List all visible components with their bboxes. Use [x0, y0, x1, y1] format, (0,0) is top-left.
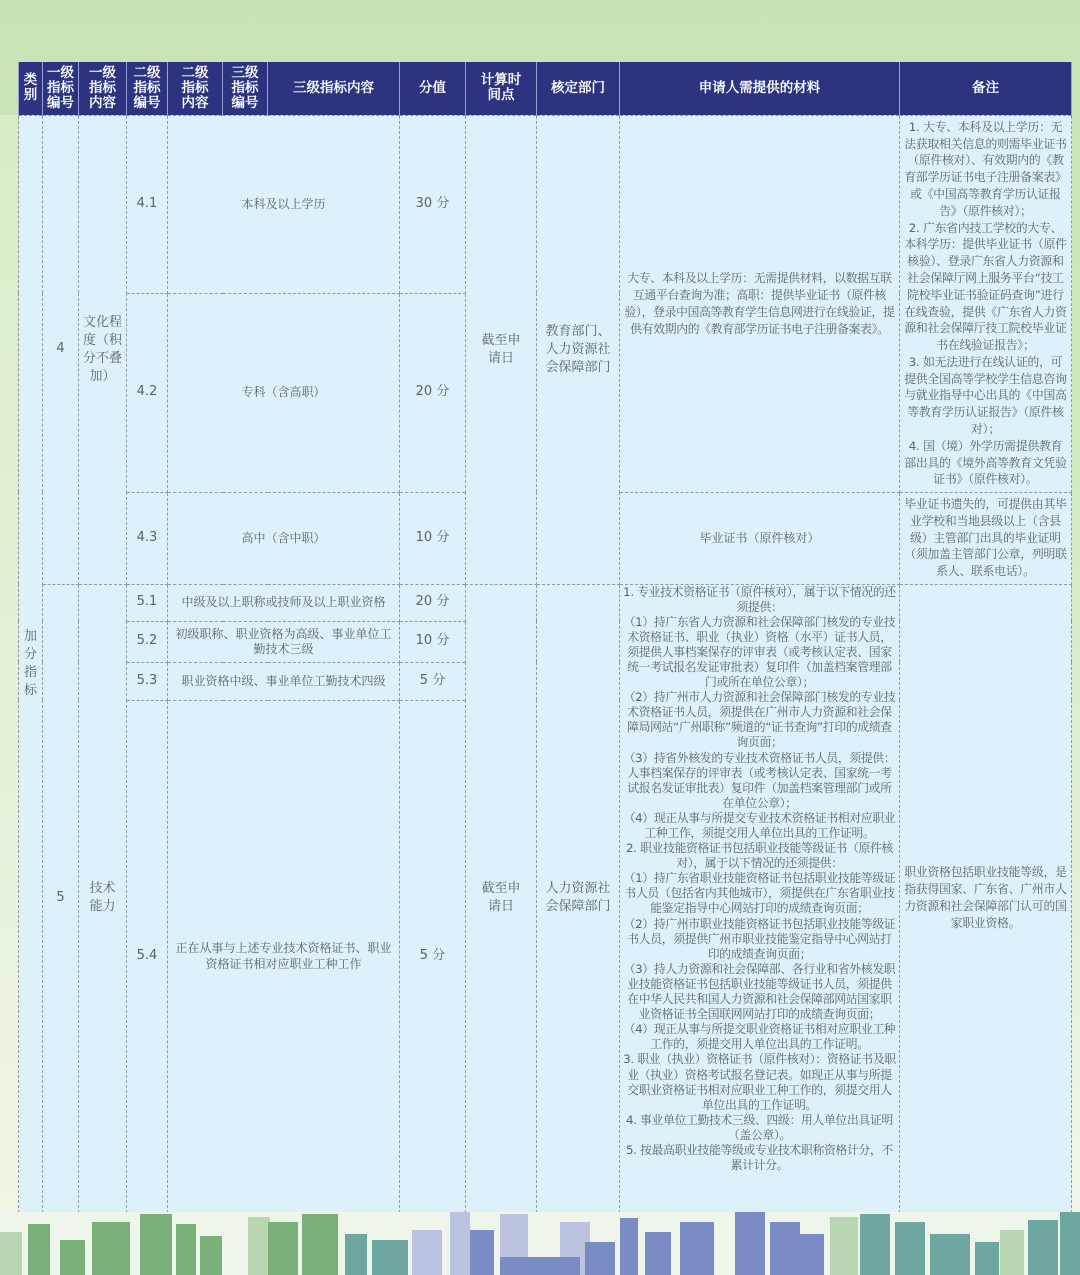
l2-code-cell: 4.2: [127, 293, 168, 492]
l2-code-cell: 4.3: [127, 492, 168, 584]
materials-cell: 大专、本科及以上学历：无需提供材料，以数据互联互通平台查询为准；高职：提供毕业证书（原件核验），登录中国高等教育学生信息网进行在线验证，提供有效期内的《教育部学历证书电子注册备案表》。: [620, 115, 900, 492]
materials-item: 5. 按最高职业技能等级或专业技术职称资格计分，不累计计分。: [625, 1142, 894, 1173]
l1-code-cell: 4: [43, 115, 79, 584]
header-l1-content: 一级指标内容: [79, 62, 127, 115]
remarks-cell: [900, 115, 1072, 492]
l2-code-cell: 5.2: [127, 621, 168, 662]
page-margin-decoration: [0, 115, 18, 1215]
l2-content-cell: 初级职称、职业资格为高级、事业单位工勤技术三级: [168, 621, 400, 662]
score-cell: 5 分: [400, 700, 466, 1212]
materials-item: 3. 职业（执业）资格证书（原件核对）：资格证书及职业（执业）资格考试报名登记表。如现正从事与所提交职业资格证书相对应职业工种工作的，须提交用人单位出具的工作证明。: [623, 1052, 896, 1112]
city-skyline-illustration: [0, 1212, 1080, 1275]
header-l3-code: 三级指标编号: [223, 62, 268, 115]
l1-content-cell: 技术能力: [79, 584, 127, 1212]
l2-content-cell: 高中（含中职）: [168, 492, 400, 584]
dept-cell: 人力资源社会保障部门: [537, 584, 620, 1212]
header-score: 分值: [400, 62, 466, 115]
header-calc-time: 计算时间点: [466, 62, 537, 115]
l2-content-cell: 专科（含高职）: [168, 293, 400, 492]
l1-code-cell: 5: [43, 584, 79, 1212]
table-row: [19, 584, 1072, 621]
table-row: [19, 115, 1072, 293]
remarks-item: 3. 如无法进行在线认证的，可提供全国高等学校学生信息咨询与就业指导中心出具的《中国高等教育学历认证报告》（原件核对）；: [904, 354, 1067, 437]
remarks-item: 1. 大专、本科及以上学历：无法获取相关信息的则需毕业证书（原件核对）、有效期内的《教育部学历证书电子注册备案表》或《中国高等教育学历认证报告》（原件核对）；: [904, 119, 1067, 218]
skyline-icon: [0, 1212, 1080, 1275]
l2-content-cell: 职业资格中级、事业单位工勤技术四级: [168, 662, 400, 700]
remarks-item: 2. 广东省内技工学校的大专、本科学历：提供毕业证书（原件核验）、登录广东省人力资源和社会保障厅网上服务平台“技工院校毕业证书验证码查询”进行在线查验，提供《广东省人力资源和社会保障厅技工院校毕业证书在线验证报告》；: [904, 220, 1067, 353]
l2-content-cell: 中级及以上职称或技师及以上职业资格: [168, 584, 400, 621]
remarks-item: 4. 国（境）外学历需提供教育部出具的《境外高等教育文凭验证书》（原件核对）。: [904, 438, 1067, 487]
header-dept: 核定部门: [537, 62, 620, 115]
materials-cell: [620, 584, 900, 1212]
header-l2-code: 二级指标编号: [127, 62, 168, 115]
materials-item: （1）持广东省职业技能资格证书包括职业技能等级证书人员（包括省内其他城市），须提供在广东省职业技能鉴定指导中心网站打印的成绩查询页面；: [623, 871, 896, 916]
l2-code-cell: 4.1: [127, 115, 168, 293]
header-remarks: 备注: [900, 62, 1072, 115]
remarks-cell: 职业资格包括职业技能等级，是指获得国家、广东省、广州市人力资源和社会保障部门认可的国家职业资格。: [900, 584, 1072, 1212]
l2-content-cell: 本科及以上学历: [168, 115, 400, 293]
materials-item: 2. 职业技能资格证书包括职业技能等级证书（原件核对），属于以下情况的还须提供：: [625, 841, 894, 871]
materials-item: （1）持广东省人力资源和社会保障部门核发的专业技术资格证书、职业（执业）资格（水平）证书人员，须提供人事档案保存的评审表（或考核认定表、国家统一考试报名发证审批表）复印件（加盖档案管理部门或所在单位公章）；: [623, 614, 896, 690]
header-l2-content: 二级指标内容: [168, 62, 223, 115]
materials-item: （3）持人力资源和社会保障部、各行业和省外核发职业技能资格证书包括职业技能等级证书人员，须提供在中华人民共和国人力资源和社会保障部网站国家职业资格证书全国联网网站打印的成绩查询页面；: [623, 961, 896, 1022]
materials-cell: 毕业证书（原件核对）: [620, 492, 900, 584]
header-l1-code: 一级指标编号: [43, 62, 79, 115]
score-cell: 20 分: [400, 293, 466, 492]
table-header-row: [19, 62, 1072, 115]
score-cell: 10 分: [400, 621, 466, 662]
points-indicator-table: [18, 62, 1072, 1213]
calc-time-cell: 截至申请日: [466, 115, 537, 584]
header-materials: 申请人需提供的材料: [620, 62, 900, 115]
header-l3-content: 三级指标内容: [268, 62, 400, 115]
materials-item: （2）持广州市人力资源和社会保障部门核发的专业技术资格证书人员，须提供在广州市人力资源和社会保障局网站“广州职称”频道的“证书查询”打印的成绩查询页面；: [623, 690, 896, 750]
l2-code-cell: 5.4: [127, 700, 168, 1212]
materials-item: 1. 专业技术资格证书（原件核对），属于以下情况的还须提供：: [623, 584, 896, 614]
materials-item: （4）现正从事与所提交职业资格证书相对应职业工种工作的，须提交用人单位出具的工作证明。: [623, 1022, 896, 1052]
materials-item: （2）持广州市职业技能资格证书包括职业技能等级证书人员，须提供广州市职业技能鉴定指导中心网站打印的成绩查询页面；: [623, 916, 896, 961]
calc-time-cell: 截至申请日: [466, 584, 537, 1212]
dept-cell: 教育部门、人力资源社会保障部门: [537, 115, 620, 584]
category-cell: 加分指标: [19, 115, 43, 1212]
l1-content-cell: 文化程度（积分不叠加）: [79, 115, 127, 584]
materials-item: 4. 事业单位工勤技术三级、四级：用人单位出具证明（盖公章）。: [625, 1112, 894, 1142]
l2-code-cell: 5.3: [127, 662, 168, 700]
header-category: 类别: [19, 62, 43, 115]
score-cell: 5 分: [400, 662, 466, 700]
l2-code-cell: 5.1: [127, 584, 168, 621]
materials-item: （4）现正从事与所提交专业技术资格证书相对应职业工种工作，须提交用人单位出具的工作证明。: [623, 810, 896, 840]
score-cell: 10 分: [400, 492, 466, 584]
remarks-cell: 毕业证书遗失的，可提供由其毕业学校和当地县级以上（含县级）主管部门出具的毕业证明（须加盖主管部门公章，列明联系人、联系电话）。: [900, 492, 1072, 584]
materials-item: （3）持省外核发的专业技术资格证书人员，须提供：人事档案保存的评审表（或考核认定表、国家统一考试报名发证审批表）复印件（加盖档案管理部门或所在单位公章）；: [623, 750, 896, 810]
score-cell: 20 分: [400, 584, 466, 621]
score-cell: 30 分: [400, 115, 466, 293]
l2-content-cell: 正在从事与上述专业技术资格证书、职业资格证书相对应职业工种工作: [168, 700, 400, 1212]
